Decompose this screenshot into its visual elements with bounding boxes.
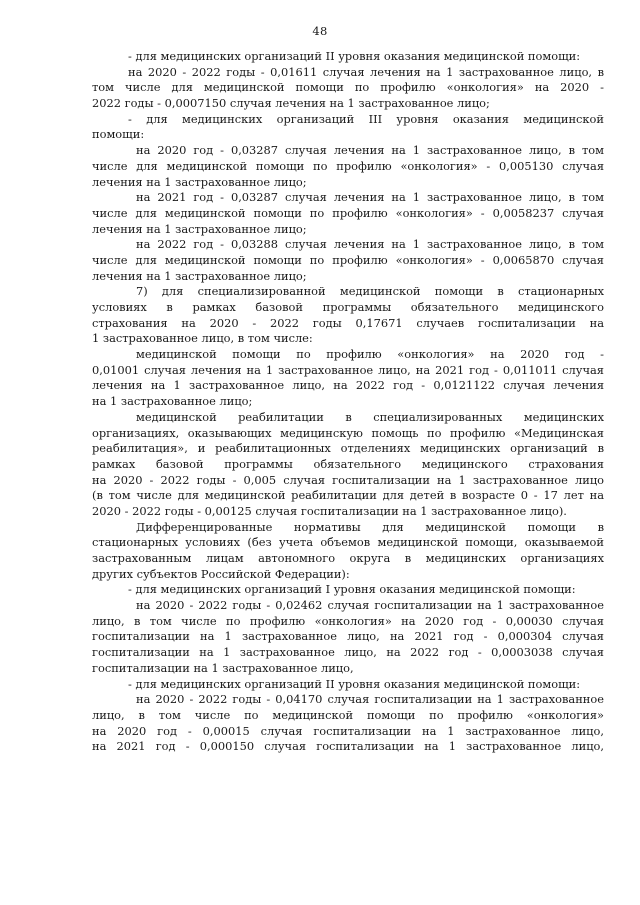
text-line: медицинской реабилитации в специализированных медицинских [136, 409, 604, 424]
page-number: 48 [312, 24, 328, 38]
text-line: на 1 застрахованное лицо; [92, 394, 253, 409]
text-line: страхования на 2020 - 2022 годы 0,17671 случаев госпитализации на [92, 315, 604, 330]
text-line: лицо, в том числе по профилю «онкология» на 2020 год - 0,00030 случая [92, 613, 604, 628]
text-line: Дифференцированные нормативы для медицинской помощи в [136, 519, 604, 534]
text-line: помощи: [92, 127, 145, 142]
text-line: - для медицинских организаций III уровня оказания медицинской [128, 111, 604, 126]
text-line: медицинской помощи по профилю «онкология» на 2020 год - [136, 347, 604, 362]
text-line: рамках базовой программы обязательного медицинского страхования [92, 456, 604, 471]
text-line: лечения на 1 застрахованное лицо; [92, 268, 307, 283]
text-line: реабилитация», и реабилитационных отделениях медицинских организаций в [92, 441, 604, 456]
text-line: 1 застрахованное лицо, в том числе: [92, 331, 313, 346]
text-line: 2022 годы - 0,0007150 случая лечения на 1 застрахованное лицо; [92, 96, 490, 111]
text-line: на 2020 - 2022 годы - 0,005 случая госпитализации на 1 застрахованное лицо [92, 472, 604, 487]
text-line: - для медицинских организаций II уровня оказания медицинской помощи: [128, 49, 581, 63]
text-line: на 2020 - 2022 годы - 0,01611 случая лечения на 1 застрахованное лицо, в [128, 64, 604, 79]
text-line: на 2021 год - 0,03287 случая лечения на 1 застрахованное лицо, в том [136, 190, 604, 205]
document-body [92, 49, 604, 755]
text-line: - для медицинских организаций I уровня оказания медицинской помощи: [128, 582, 576, 597]
text-line: числе для медицинской помощи по профилю «онкология» - 0,005130 случая [92, 158, 604, 173]
text-line: 7) для специализированной медицинской помощи в стационарных [136, 284, 604, 299]
text-line: на 2020 - 2022 годы - 0,04170 случая госпитализации на 1 застрахованное [136, 692, 604, 707]
text-line: госпитализации на 1 застрахованное лицо, [92, 660, 354, 675]
text-line: - для медицинских организаций II уровня оказания медицинской помощи: [128, 676, 581, 691]
text-line: организациях, оказывающих медицинскую помощь по профилю «Медицинская [92, 425, 604, 440]
text-line: других субъектов Российской Федерации): [92, 566, 350, 581]
text-line: госпитализации на 1 застрахованное лицо, на 2021 год - 0,000304 случая [92, 629, 604, 644]
text-line: 2020 - 2022 годы - 0,00125 случая госпитализации на 1 застрахованное лицо). [92, 503, 567, 518]
text-line: на 2022 год - 0,03288 случая лечения на 1 застрахованное лицо, в том [136, 237, 604, 252]
text-line: числе для медицинской помощи по профилю «онкология» - 0,0065870 случая [92, 252, 604, 267]
text-line: на 2021 год - 0,000150 случая госпитализации на 1 застрахованное лицо, [92, 739, 604, 754]
text-line: на 2020 - 2022 годы - 0,02462 случая госпитализации на 1 застрахованное [136, 598, 604, 613]
text-line: 0,01001 случая лечения на 1 застрахованное лицо, на 2021 год - 0,011011 случая [92, 362, 604, 377]
text-line: застрахованным лицам автономного округа в медицинских организациях [92, 551, 604, 565]
text-line: лицо, в том числе по медицинской помощи по профилю «онкология» [92, 707, 604, 722]
text-line: госпитализации на 1 застрахованное лицо, на 2022 год - 0,0003038 случая [92, 645, 604, 660]
text-line: лечения на 1 застрахованное лицо, на 2022 год - 0,0121122 случая лечения [92, 378, 604, 393]
text-line: лечения на 1 застрахованное лицо; [92, 174, 307, 189]
text-line: (в том числе для медицинской реабилитации для детей в возрасте 0 - 17 лет на [92, 488, 604, 503]
text-line: лечения на 1 застрахованное лицо; [92, 221, 307, 236]
text-line: числе для медицинской помощи по профилю «онкология» - 0,0058237 случая [92, 205, 604, 220]
text-line: на 2020 год - 0,00015 случая госпитализации на 1 застрахованное лицо, [92, 723, 604, 738]
text-line: том числе для медицинской помощи по профилю «онкология» на 2020 - [92, 80, 604, 95]
text-line: условиях в рамках базовой программы обязательного медицинского [92, 300, 604, 314]
text-line: стационарных условиях (без учета объемов медицинской помощи, оказываемой [92, 535, 604, 550]
text-line: на 2020 год - 0,03287 случая лечения на 1 застрахованное лицо, в том [136, 143, 604, 158]
